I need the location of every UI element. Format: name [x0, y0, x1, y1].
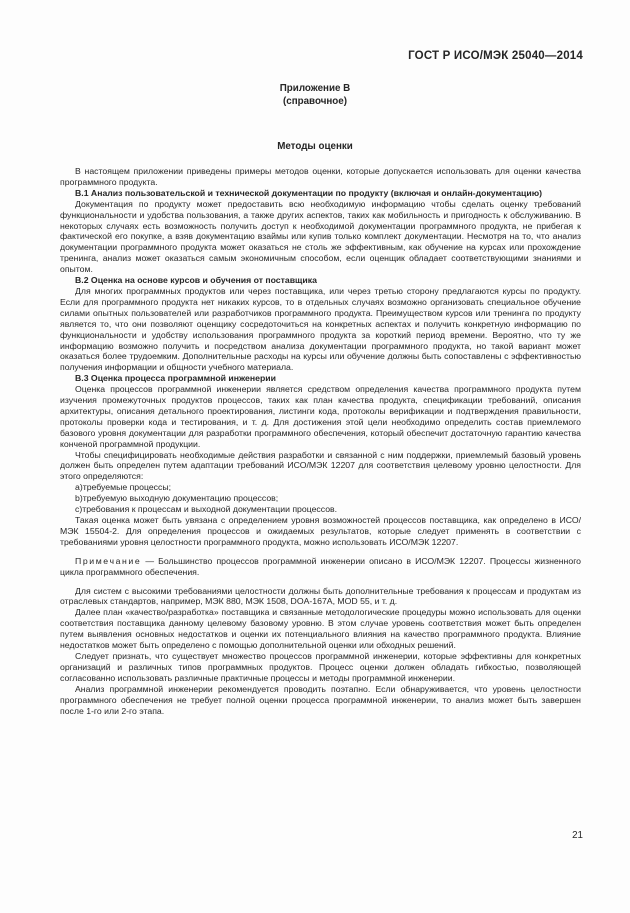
b3-paragraph-2: Чтобы специфицировать необходимые действия разработки и связанной с ним поддержки, приемлемый базовый уровень должен быть определен путем адаптации требований ИСО/МЭК 12207 для соответствия целевому уровню целостности. Для этого определяются:: [60, 449, 581, 482]
b3-paragraph-1: Оценка процессов программной инженерии является средством определения качества программного продукта путем изучения промежуточных продуктов процессов, таких как план качества продукта, спецификации требований, описания архитектуры, описания детального проектирования, листинги кода, протоколы верификации и подтверждения правильности, протоколы проверки кода и тестирования, и т. д. Для достижения этой цели необходимо определить состав приемлемого базового уровня документации для разработки программного обеспечения, который обеспечит достаточную гарантию качества конченой программной продукции.: [60, 384, 581, 449]
b2-paragraph: Для многих программных продуктов или через поставщика, или через третью сторону предлагаются курсы по продукту. Если для программного продукта нет никаких курсов, то в отдельных случаях возможно организовать специальное обучение силами опытных пользователей или разработчиков программного продукта. Преимуществом курсов или тренинга по продукту является то, что они позволяют оценщику сосредоточиться на конкретных аспектах и получить конкретную информацию по функциональности и удобству использования программного продукта за короткий период времени. Вероятно, что ту же информацию возможно получить и посредством анализа документации программного продукта, но такой вариант может оказаться более трудоемким. Дополнительные расходы на курсы или обучение должны быть сопоставлены с эффективностью получения информации и общности учебного материала.: [60, 285, 581, 373]
page-number: 21: [572, 830, 583, 841]
note-label: Примечание: [75, 555, 142, 566]
b2-heading: В.2 Оценка на основе курсов и обучения от поставщика: [75, 275, 317, 286]
document-body: [60, 166, 581, 716]
tail-paragraph-3: Следует признать, что существует множество процессов программной инженерии, которые эффективны для конкретных организаций и различных типов программных продуктов. Процесс оценки должен обладать гибкостью, позволяющей согласованно использовать различные практичные процессы и методы программной инженерии.: [60, 650, 581, 683]
b3-heading: В.3 Оценка процесса программной инженерии: [75, 373, 276, 384]
b1-heading: В.1 Анализ пользовательской и технической документации по продукту (включая и онлайн-документацию): [75, 187, 543, 198]
tail-paragraph-2: Далее план «качество/разработка» поставщика и связанные методологические процедуры можно использовать для оценки соответствия поставщика данному целевому базовому уровню. В этом случае уровень соответствия может быть определен путем выявления основных недостатков и оценки их потенциального влияния на качество программного продукта. Влияние недостатков может быть определено с помощью дополнительной оценки или обходных решений.: [60, 607, 581, 651]
annex-title: Приложение В: [279, 83, 351, 94]
b1-paragraph: Документация по продукту может предоставить всю необходимую информацию чтобы сделать оценку требований функциональности и удобства пользования, а также других аспектов, таких как мобильность и пригодность к обслуживанию. В некоторых случаях есть возможность получить доступ к необходимой документации программного продукта, не прибегая к фактической его покупке, а взяв документацию взаймы или купив только комплект документации. Несмотря на то, что анализ документации программного продукта может оказаться не столь же эффективным, как обучение на курсах или прохождение тренинга, анализ может оказаться самым экономичным способом, если оценщик обладает соответствующими знаниями и опытом.: [60, 198, 581, 275]
list-item-c: c)требования к процессам и выходной документации процессов.: [75, 504, 338, 515]
b3-paragraph-3: Такая оценка может быть увязана с определением уровня возможностей процессов поставщика, как определено в ИСО/МЭК 15504-2. Для определения процессов и ожидаемых результатов, которые следует применять в соответствии с требованиями уровня целостности программного продукта, можно использовать ИСО/МЭК 12207.: [60, 515, 581, 547]
tail-paragraph-4: Анализ программной инженерии рекомендуется проводить поэтапно. Если обнаруживается, что уровень целостности программного обеспечения не требует полной оценки процесса программной инженерии, то анализ может быть завершен после 1-го или 2-го этапа.: [60, 683, 581, 716]
note-text: — Большинство процессов программной инженерии описано в ИСО/МЭК 12207. Процессы жизненного цикла программного обеспечения.: [60, 555, 581, 577]
list-item-b: b)требуемую выходную документацию процессов;: [75, 493, 279, 504]
annex-heading: [0, 82, 630, 108]
intro-paragraph: В настоящем приложении приведены примеры методов оценки, которые допускается использовать для оценки качества программного продукта.: [60, 166, 581, 187]
note-paragraph: [60, 556, 581, 578]
annex-subtitle: (справочное): [283, 96, 347, 107]
section-title: Методы оценки: [277, 141, 353, 152]
tail-paragraph-1: Для систем с высокими требованиями целостности должны быть дополнительные требования к процессам и продуктам из отраслевых стандартов, например, МЭК 880, МЭК 1508, DOA-167A, MOD 55, и т. д.: [60, 585, 581, 607]
list-item-a: a)требуемые процессы;: [75, 482, 172, 493]
standard-code: ГОСТ Р ИСО/МЭК 25040—2014: [408, 50, 583, 62]
